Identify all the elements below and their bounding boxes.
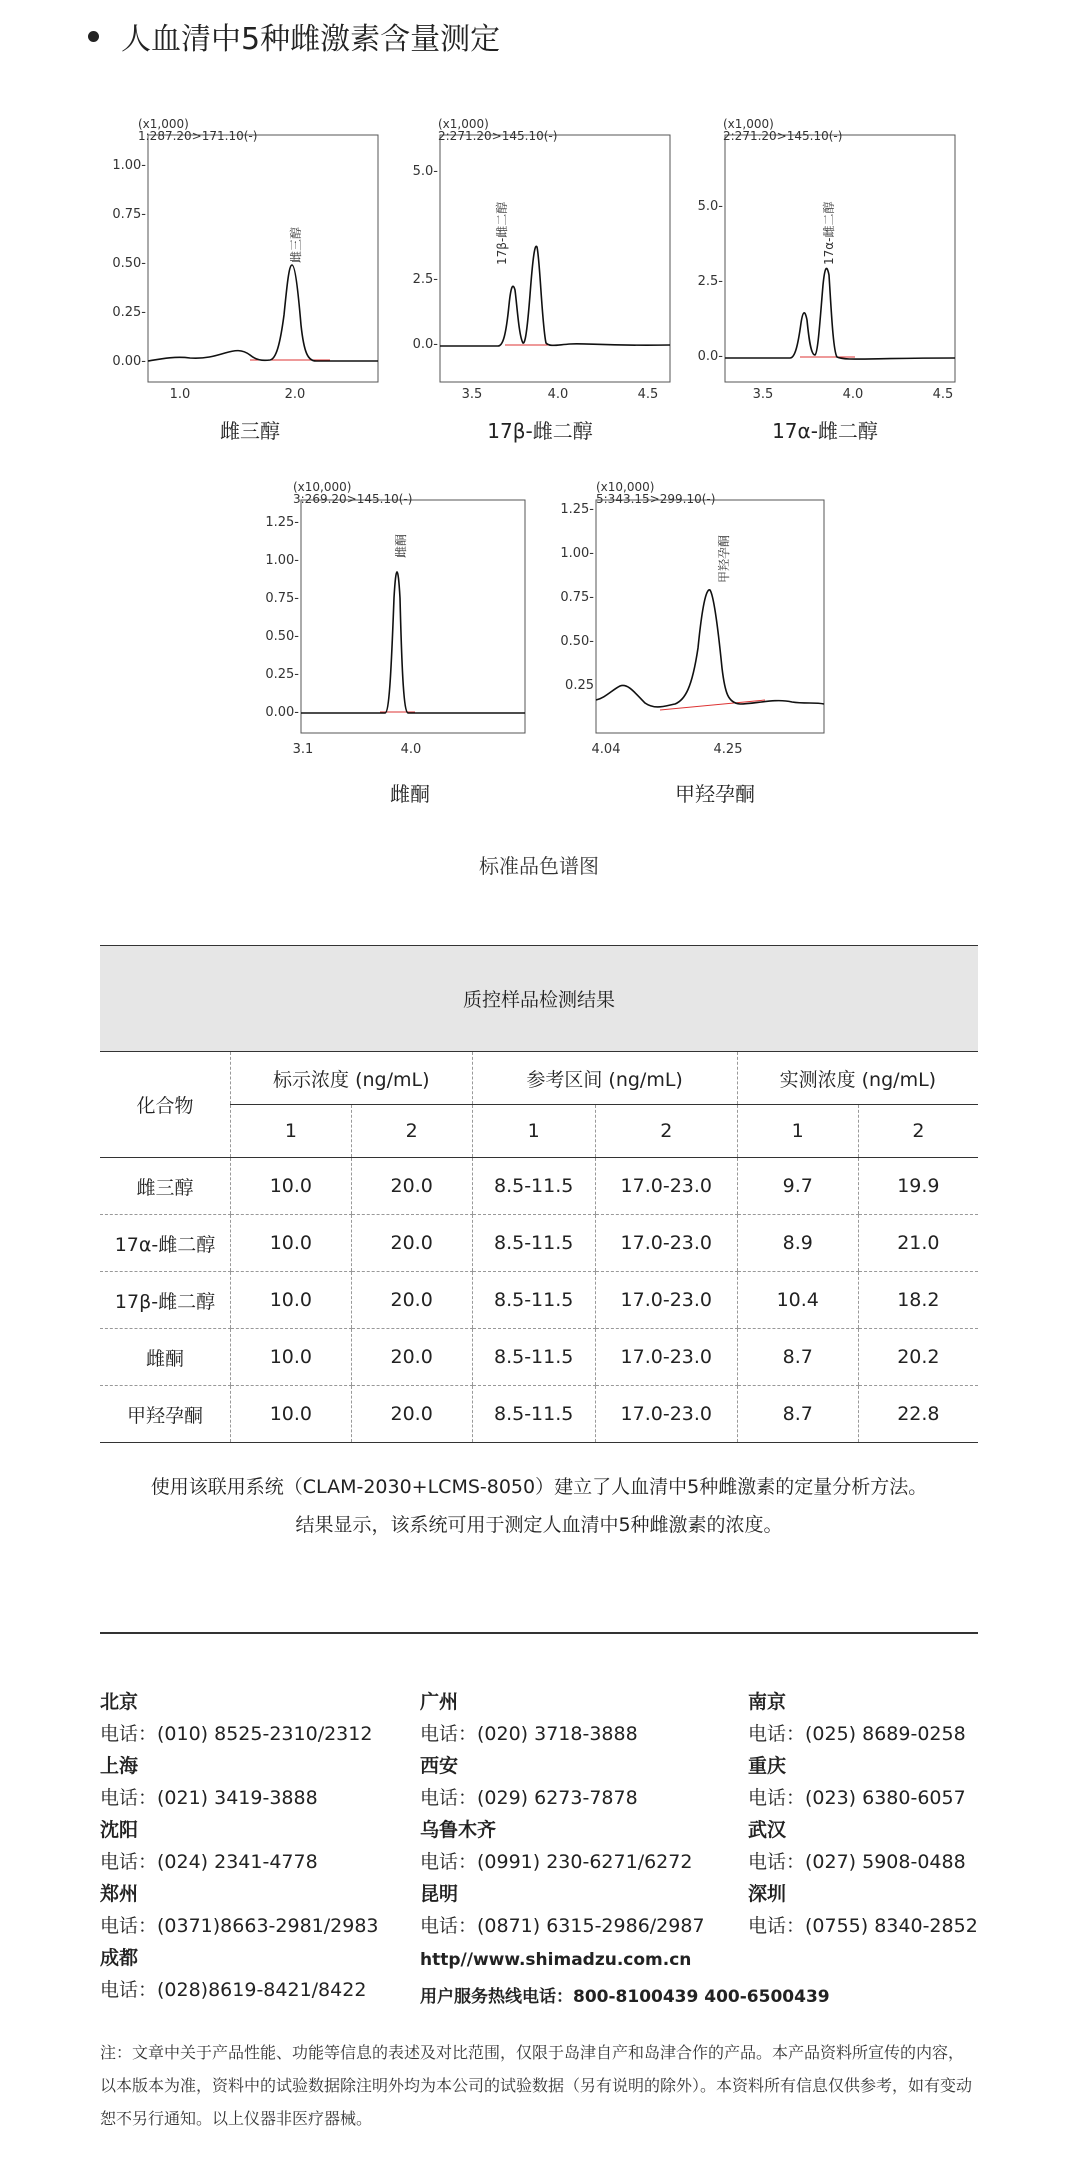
y-tick: 5.0-: [412, 164, 438, 179]
contact-column-2: [420, 1686, 705, 1942]
value-cell: 17.0-23.0: [595, 1158, 737, 1215]
website-link[interactable]: http//www.shimadzu.com.cn: [420, 1950, 692, 1970]
value-cell: 20.0: [351, 1386, 472, 1443]
value-cell: 20.0: [351, 1215, 472, 1272]
y-tick: 1.25-: [265, 515, 299, 530]
contact-city: 西安: [420, 1755, 459, 1777]
contact-city: 乌鲁木齐: [420, 1819, 497, 1841]
y-tick: 0.50-: [265, 629, 299, 644]
value-cell: 9.7: [737, 1158, 858, 1215]
table-row: [100, 1158, 978, 1215]
value-cell: 20.0: [351, 1158, 472, 1215]
divider: [100, 1632, 978, 1634]
bullet-icon: [88, 31, 99, 42]
channel-label: 3:269.20>145.10(-): [293, 492, 413, 506]
x-tick: 4.5: [932, 387, 954, 402]
section-heading-text: 人血清中5种雌激素含量测定: [121, 22, 501, 57]
contact-tel: 电话：(0871) 6315-2986/2987: [420, 1915, 705, 1937]
contact-tel: 电话：(020) 3718-3888: [420, 1723, 638, 1745]
summary-line: 结果显示，该系统可用于测定人血清中5种雌激素的浓度。: [295, 1514, 783, 1536]
caption-17b-estradiol: 17β-雌二醇: [487, 419, 593, 443]
x-tick: 4.0: [400, 742, 422, 757]
y-tick: 0.00-: [112, 354, 146, 369]
chromatogram-estrone: [255, 478, 535, 758]
section-heading: [88, 14, 500, 58]
peak-label: 17β-雌二醇: [495, 201, 509, 265]
y-tick: 1.00-: [112, 158, 146, 173]
caption-estrone: 雌酮: [390, 782, 430, 806]
table-row: [100, 1386, 978, 1443]
x-tick: 4.04: [591, 742, 621, 757]
scale-label: (x1,000): [723, 117, 774, 131]
compound-cell: 雌酮: [100, 1329, 231, 1386]
contact-column-1: [100, 1686, 379, 2006]
contact-city: 广州: [420, 1691, 459, 1713]
value-cell: 20.2: [858, 1329, 978, 1386]
table-row: [100, 1272, 978, 1329]
contact-tel: 电话：(0755) 8340-2852: [748, 1915, 978, 1937]
value-cell: 18.2: [858, 1272, 978, 1329]
x-tick: 4.25: [713, 742, 743, 757]
peak-label: 17α-雌二醇: [822, 201, 836, 265]
channel-label: 2:271.20>145.10(-): [438, 129, 558, 143]
x-tick: 3.1: [292, 742, 314, 757]
contact-tel: 电话：(025) 8689-0258: [748, 1723, 966, 1745]
contact-tel: 电话：(0991) 230-6271/6272: [420, 1851, 693, 1873]
measured-conc-header: 实测浓度 (ng/mL): [737, 1052, 978, 1105]
channel-label: 2:271.20>145.10(-): [723, 129, 843, 143]
value-cell: 21.0: [858, 1215, 978, 1272]
y-tick: 0.25: [565, 678, 594, 693]
contact-city: 郑州: [100, 1883, 139, 1905]
contact-city: 成都: [100, 1947, 139, 1969]
y-tick: 0.25-: [112, 305, 146, 320]
y-tick: 0.50-: [112, 256, 146, 271]
hotline: 用户服务热线电话：800-8100439 400-6500439: [420, 1987, 830, 2007]
contact-tel: 电话：(023) 6380-6057: [748, 1787, 966, 1809]
y-tick: 0.75-: [265, 591, 299, 606]
value-cell: 10.0: [231, 1215, 352, 1272]
sub-header: 2: [858, 1105, 978, 1158]
contact-city: 上海: [100, 1755, 139, 1777]
sub-header: 1: [231, 1105, 352, 1158]
contact-city: 沈阳: [100, 1819, 139, 1841]
chromatogram-estriol: [100, 115, 390, 405]
caption-medroxyprogesterone: 甲羟孕酮: [675, 782, 755, 806]
x-tick: 1.0: [169, 387, 191, 402]
value-cell: 8.5-11.5: [472, 1272, 595, 1329]
sub-header: 1: [472, 1105, 595, 1158]
value-cell: 22.8: [858, 1386, 978, 1443]
value-cell: 10.0: [231, 1386, 352, 1443]
qc-results-table: [100, 945, 978, 1443]
value-cell: 8.7: [737, 1329, 858, 1386]
channel-label: 1:287.20>171.10(-): [138, 129, 258, 143]
value-cell: 20.0: [351, 1272, 472, 1329]
contact-tel: 电话：(027) 5908-0488: [748, 1851, 966, 1873]
peak-label: 甲羟孕酮: [717, 534, 731, 583]
value-cell: 10.4: [737, 1272, 858, 1329]
x-tick: 4.5: [637, 387, 659, 402]
value-cell: 10.0: [231, 1272, 352, 1329]
contact-tel: 电话：(029) 6273-7878: [420, 1787, 638, 1809]
y-tick: 0.75-: [560, 590, 594, 605]
sub-header: 2: [351, 1105, 472, 1158]
contact-city: 昆明: [420, 1883, 459, 1905]
value-cell: 17.0-23.0: [595, 1386, 737, 1443]
y-tick: 1.00-: [560, 546, 594, 561]
contact-tel: 电话：(024) 2341-4778: [100, 1851, 318, 1873]
peak-label: 雌酮: [394, 533, 408, 558]
labeled-conc-header: 标示浓度 (ng/mL): [231, 1052, 473, 1105]
value-cell: 17.0-23.0: [595, 1272, 737, 1329]
peak-label: 雌三醇: [289, 226, 303, 263]
x-tick: 4.0: [547, 387, 569, 402]
table-title: 质控样品检测结果: [100, 946, 978, 1052]
summary-line: 使用该联用系统（CLAM-2030+LCMS-8050）建立了人血清中5种雌激素的定量分析方法。: [150, 1476, 928, 1498]
x-tick: 4.0: [842, 387, 864, 402]
value-cell: 19.9: [858, 1158, 978, 1215]
value-cell: 20.0: [351, 1329, 472, 1386]
value-cell: 17.0-23.0: [595, 1215, 737, 1272]
caption-estriol: 雌三醇: [220, 419, 280, 443]
value-cell: 8.5-11.5: [472, 1386, 595, 1443]
chromatogram-17b-estradiol: [410, 115, 680, 405]
table-row: [100, 1329, 978, 1386]
compound-cell: 17β-雌二醇: [100, 1272, 231, 1329]
contact-city: 南京: [748, 1691, 787, 1713]
value-cell: 10.0: [231, 1329, 352, 1386]
value-cell: 8.9: [737, 1215, 858, 1272]
compound-cell: 雌三醇: [100, 1158, 231, 1215]
contact-tel: 电话：(028)8619-8421/8422: [100, 1979, 367, 2001]
y-tick: 1.00-: [265, 553, 299, 568]
scale-label: (x10,000): [293, 480, 352, 494]
contact-city: 北京: [100, 1691, 139, 1713]
compound-header: 化合物: [100, 1052, 231, 1158]
contact-city: 武汉: [748, 1819, 787, 1841]
y-tick: 0.75-: [112, 207, 146, 222]
y-tick: 0.25-: [265, 667, 299, 682]
y-tick: 0.50-: [560, 634, 594, 649]
scale-label: (x1,000): [438, 117, 489, 131]
y-tick: 2.5-: [412, 272, 438, 287]
y-tick: 0.0-: [697, 349, 723, 364]
compound-cell: 甲羟孕酮: [100, 1386, 231, 1443]
value-cell: 10.0: [231, 1158, 352, 1215]
x-tick: 3.5: [752, 387, 774, 402]
value-cell: 8.7: [737, 1386, 858, 1443]
chromatogram-17a-estradiol: [695, 115, 965, 405]
y-tick: 5.0-: [697, 199, 723, 214]
value-cell: 8.5-11.5: [472, 1158, 595, 1215]
contact-city: 重庆: [748, 1755, 787, 1777]
summary: [0, 1468, 1078, 1544]
channel-label: 5:343.15>299.10(-): [596, 492, 716, 506]
caption-17a-estradiol: 17α-雌二醇: [772, 419, 878, 443]
contact-tel: 电话：(021) 3419-3888: [100, 1787, 318, 1809]
compound-cell: 17α-雌二醇: [100, 1215, 231, 1272]
reference-range-header: 参考区间 (ng/mL): [472, 1052, 737, 1105]
x-tick: 3.5: [461, 387, 483, 402]
value-cell: 17.0-23.0: [595, 1329, 737, 1386]
scale-label: (x1,000): [138, 117, 189, 131]
sub-header: 1: [737, 1105, 858, 1158]
sub-header: 2: [595, 1105, 737, 1158]
contact-column-3: [748, 1686, 978, 1942]
figure-title: 标准品色谱图: [479, 854, 599, 878]
contact-tel: 电话：(010) 8525-2310/2312: [100, 1723, 373, 1745]
scale-label: (x10,000): [596, 480, 655, 494]
y-tick: 1.25-: [560, 502, 594, 517]
y-tick: 0.00-: [265, 705, 299, 720]
x-tick: 2.0: [284, 387, 306, 402]
chromatogram-medroxyprogesterone: [560, 478, 835, 758]
value-cell: 8.5-11.5: [472, 1215, 595, 1272]
contact-city: 深圳: [748, 1883, 787, 1905]
y-tick: 2.5-: [697, 274, 723, 289]
contact-tel: 电话：(0371)8663-2981/2983: [100, 1915, 379, 1937]
table-row: [100, 1215, 978, 1272]
disclaimer-note: 注：文章中关于产品性能、功能等信息的表述及对比范围，仅限于岛津自产和岛津合作的产品。本产品资料所宣传的内容，以本版本为准，资料中的试验数据除注明外均为本公司的试验数据（另有说明的除外）。本资料所有信息仅供参考，如有变动恕不另行通知。以上仪器非医疗器械。: [100, 2043, 973, 2128]
value-cell: 8.5-11.5: [472, 1329, 595, 1386]
y-tick: 0.0-: [412, 337, 438, 352]
